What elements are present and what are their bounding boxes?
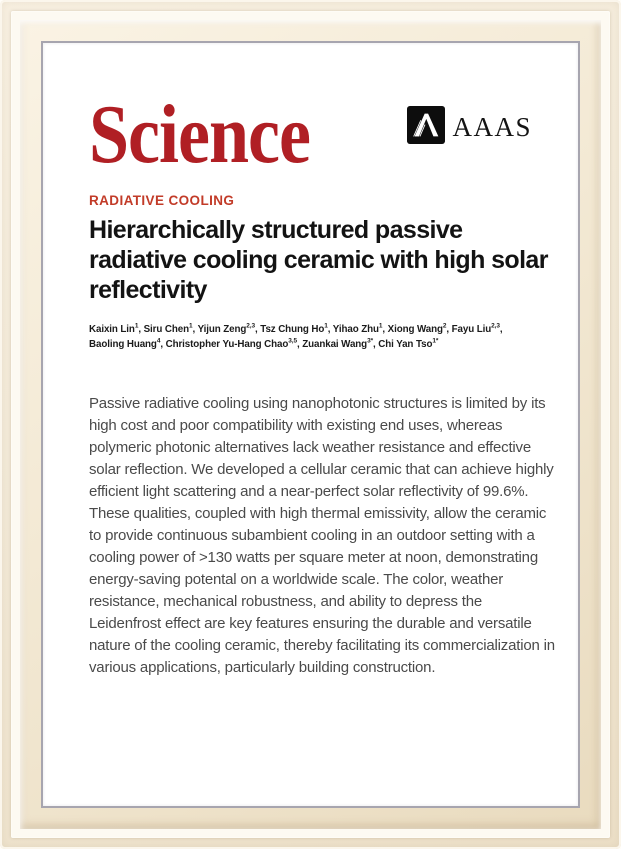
author: Siru Chen$^1$,: [143, 322, 198, 335]
frame-bevel: [20, 20, 601, 829]
masthead: [89, 87, 560, 181]
author: Baoling Huang$^4$,: [89, 337, 166, 350]
frame-mat-band: [11, 11, 610, 838]
author: Zuankai Wang$^{3*}$,: [302, 337, 379, 350]
author: Chi Yan Tso$^{1*}$: [378, 337, 439, 350]
aaas-triangle-icon: [407, 106, 445, 149]
page-content: [43, 43, 578, 679]
author: Fayu Liu$^{2,3}$,: [451, 322, 503, 335]
author: Kaixin Lin$^1$,: [89, 322, 144, 335]
author: Yijun Zeng$^{2,3}$,: [197, 322, 261, 335]
author: Christopher Yu-Hang Chao$^{3,5}$,: [165, 337, 303, 350]
author-list: [89, 322, 555, 352]
aaas-logo: [407, 106, 532, 149]
aaas-wordmark: AAAS: [452, 112, 532, 142]
author: Xiong Wang$^2$,: [387, 322, 452, 335]
article-page: [41, 41, 580, 808]
abstract-text: Passive radiative cooling using nanophotonic structures is limited by its high cost and poor compatibility with existing end uses, whereas polymeric photonic alternatives lack weather resistance and effective solar reflection. We developed a cellular ceramic that can achieve highly efficient light scattering and a near-perfect solar reflectivity of 99.6%. These qualities, coupled with high thermal emissivity, allow the ceramic to provide continuous subambient cooling in an outdoor setting with a cooling power of >130 watts per square meter at noon, demonstrating energy-saving potental on a worldwide scale. The color, weather resistance, mechanical robustness, and ability to depress the Leidenfrost effect are key features ensuring the durable and versatile nature of the cooling ceramic, thereby facilitating its commercialization in various applications, particularly building construction.: [89, 395, 555, 676]
author: Tsz Chung Ho$^1$,: [260, 322, 333, 335]
science-logo: Science: [89, 87, 310, 181]
author: Yihao Zhu$^1$,: [332, 322, 388, 335]
article-title: Hierarchically structured passive radiative cooling ceramic with high solar reflectivity: [89, 216, 548, 304]
section-kicker: RADIATIVE COOLING: [89, 193, 235, 208]
